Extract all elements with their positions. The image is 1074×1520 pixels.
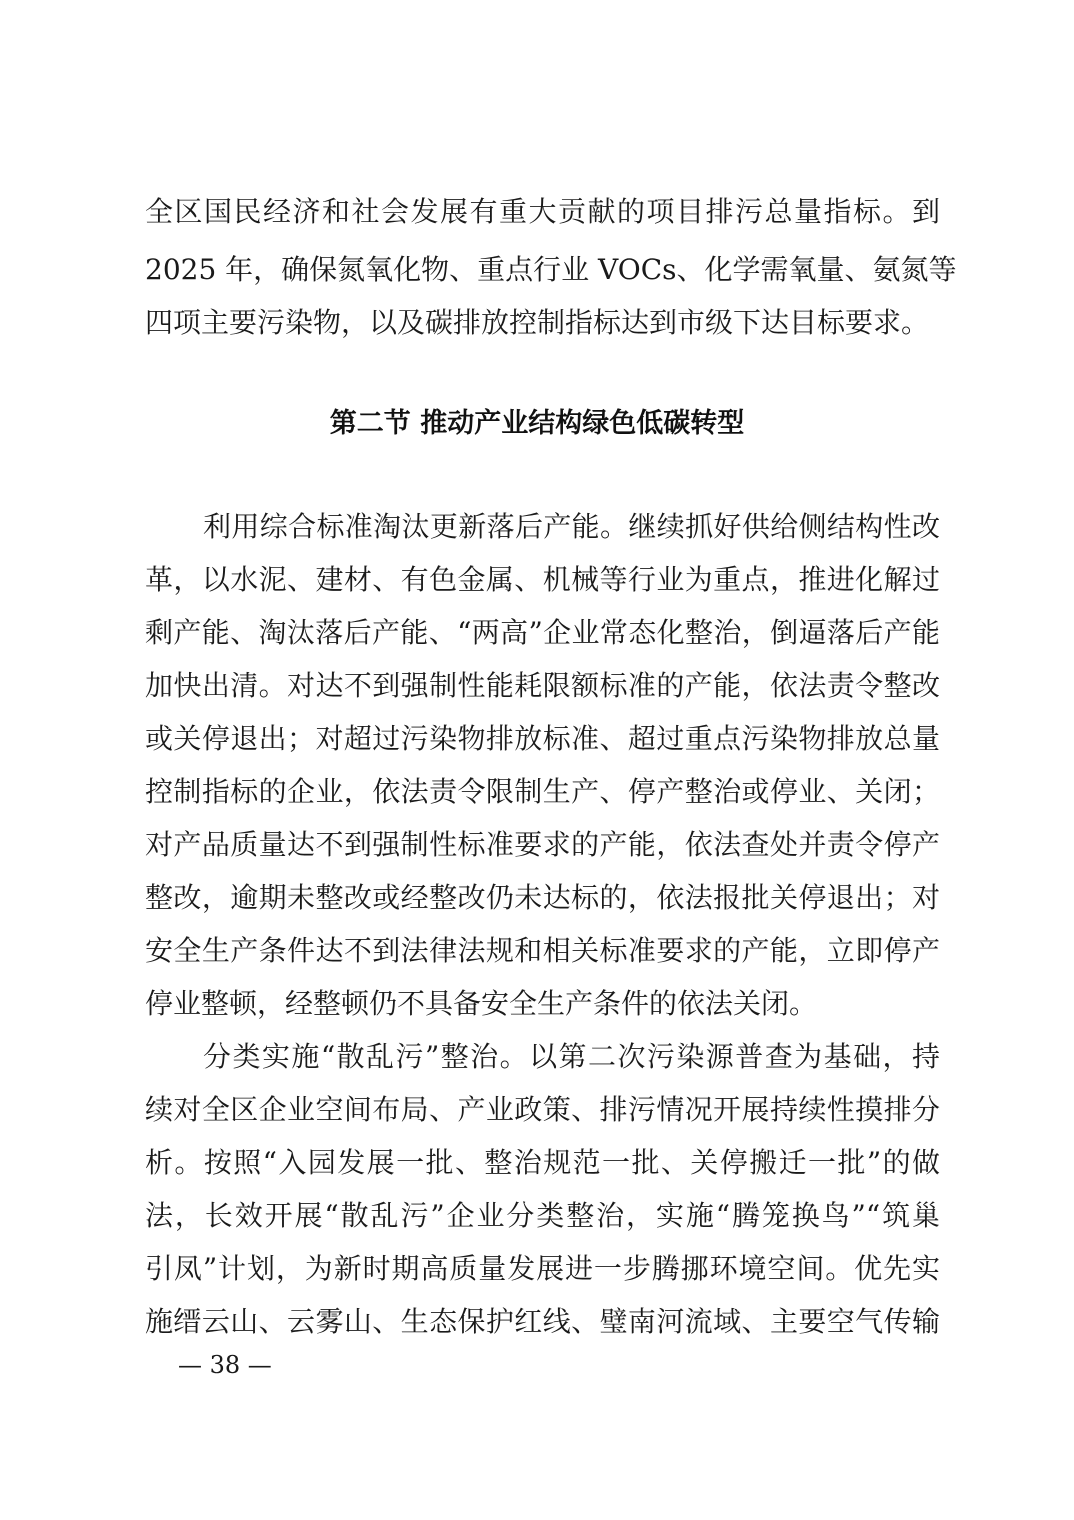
body-line: 2025 年，确保氮氧化物、重点行业 VOCs、化学需氧量、氨氮等 [145,253,957,286]
body-line: 分类实施“散乱污”整治。以第二次污染源普查为基础，持 [203,1040,940,1073]
body-line: 停业整顿，经整顿仍不具备安全生产条件的依法关闭。 [145,987,818,1020]
body-line: 全区国民经济和社会发展有重大贡献的项目排污总量指标。到 [145,195,940,228]
body-line: 四项主要污染物，以及碳排放控制指标达到市级下达目标要求。 [145,306,930,339]
body-line: 剩产能、淘汰落后产能、“两高”企业常态化整治，倒逼落后产能 [145,616,940,649]
body-line: 法，长效开展“散乱污”企业分类整治，实施“腾笼换鸟”“筑巢 [145,1199,940,1232]
body-line: 施缙云山、云雾山、生态保护红线、璧南河流域、主要空气传输 [145,1305,940,1338]
body-line: 析。按照“入园发展一批、整治规范一批、关停搬迁一批”的做 [145,1146,940,1179]
body-line: 续对全区企业空间布局、产业政策、排污情况开展持续性摸排分 [145,1093,940,1126]
body-line: 加快出清。对达不到强制性能耗限额标准的产能，依法责令整改 [145,669,940,702]
body-line: 安全生产条件达不到法律法规和相关标准要求的产能，立即停产 [145,934,940,967]
body-line: 或关停退出；对超过污染物排放标准、超过重点污染物排放总量 [145,722,940,755]
body-line: 整改，逾期未整改或经整改仍未达标的，依法报批关停退出；对 [145,881,940,914]
body-line: 引凤”计划，为新时期高质量发展进一步腾挪环境空间。优先实 [145,1252,940,1285]
body-line: 控制指标的企业，依法责令限制生产、停产整治或停业、关闭； [145,775,940,808]
body-line: 对产品质量达不到强制性标准要求的产能，依法查处并责令停产 [145,828,940,861]
body-line: 利用综合标准淘汰更新落后产能。继续抓好供给侧结构性改 [203,510,940,543]
body-line: 革，以水泥、建材、有色金属、机械等行业为重点，推进化解过 [145,563,940,596]
section-heading: 第二节 推动产业结构绿色低碳转型 [329,408,745,439]
page-number: — 38 — [178,1351,272,1379]
